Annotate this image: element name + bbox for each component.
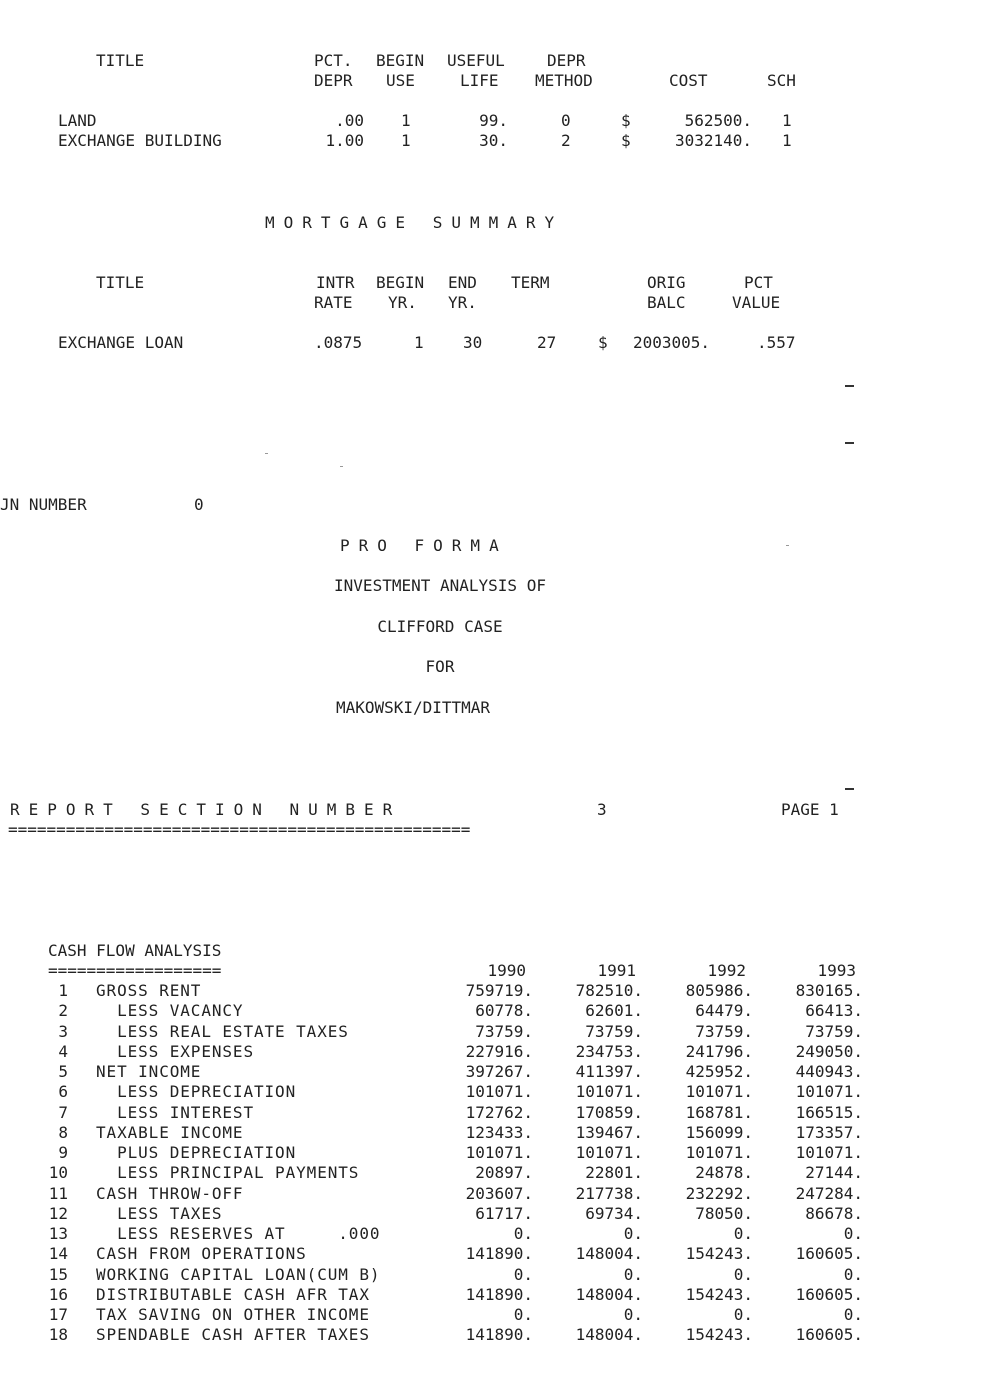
asset-row-method: 0 [561, 111, 571, 130]
cash-flow-value: 60778. [475, 1001, 533, 1020]
pro-forma-for: FOR [425, 657, 455, 676]
pro-forma-subtitle: INVESTMENT ANALYSIS OF [334, 576, 546, 595]
cash-flow-value: 0. [733, 1305, 753, 1324]
asset-header-depr2: DEPR [547, 51, 586, 70]
row-number: 17 [48, 1305, 68, 1324]
row-label: LESS DEPRECIATION [96, 1082, 297, 1101]
mortgage-header-value: VALUE [732, 293, 781, 312]
asset-row-sch: 1 [782, 111, 792, 130]
cash-flow-value: 101071. [685, 1143, 753, 1162]
cash-flow-value: 78050. [695, 1204, 753, 1223]
cash-flow-value: 154243. [685, 1285, 753, 1304]
mortgage-header-end-yr: YR. [448, 293, 477, 312]
cash-flow-value: 425952. [685, 1062, 753, 1081]
row-number: 10 [48, 1163, 68, 1182]
year-header: 1992 [707, 961, 746, 980]
row-label: LESS EXPENSES [96, 1042, 254, 1061]
row-label: CASH THROW-OFF [96, 1184, 244, 1203]
mortgage-row-currency: $ [598, 333, 608, 352]
row-number: 8 [58, 1123, 68, 1142]
asset-row-life: 30. [479, 131, 508, 150]
report-section-label: REPORT SECTION NUMBER [10, 800, 402, 819]
cash-flow-value: 73759. [585, 1022, 643, 1041]
mortgage-header-orig: ORIG [647, 273, 686, 292]
asset-header-cost: COST [669, 71, 708, 90]
cash-flow-value: 411397. [575, 1062, 643, 1081]
cash-flow-value: 0. [513, 1265, 533, 1284]
report-section-rule: ================================================ [8, 820, 471, 839]
row-number: 2 [58, 1001, 68, 1020]
cash-flow-value: 22801. [585, 1163, 643, 1182]
cash-flow-value: 0. [733, 1224, 753, 1243]
cash-flow-value: 830165. [795, 981, 863, 1000]
cash-flow-value: 249050. [795, 1042, 863, 1061]
asset-row-title: LAND [58, 111, 97, 130]
cash-flow-value: 0. [513, 1305, 533, 1324]
cash-flow-value: 397267. [465, 1062, 533, 1081]
cash-flow-value: 86678. [805, 1204, 863, 1223]
cash-flow-value: 73759. [805, 1022, 863, 1041]
cash-flow-value: 101071. [795, 1143, 863, 1162]
cash-flow-value: 0. [843, 1265, 863, 1284]
cash-flow-title-rule: ================== [48, 961, 222, 980]
run-number-value: 0 [194, 495, 204, 514]
cash-flow-value: 154243. [685, 1244, 753, 1263]
printer-mark [786, 545, 789, 546]
mortgage-row-pct-value: .557 [757, 333, 796, 352]
row-label: NET INCOME [96, 1062, 202, 1081]
year-header: 1990 [487, 961, 526, 980]
cash-flow-value: 141890. [465, 1244, 533, 1263]
mortgage-row-orig-balance: 2003005. [633, 333, 711, 352]
cash-flow-value: 0. [623, 1224, 643, 1243]
row-label: LESS TAXES [96, 1204, 223, 1223]
row-label: PLUS DEPRECIATION [96, 1143, 297, 1162]
cash-flow-value: 0. [623, 1305, 643, 1324]
cash-flow-value: 148004. [575, 1244, 643, 1263]
row-label: LESS REAL ESTATE TAXES [96, 1022, 349, 1041]
row-number: 12 [48, 1204, 68, 1223]
row-number: 11 [48, 1184, 68, 1203]
printer-mark [845, 385, 854, 387]
mortgage-row-begin: 1 [414, 333, 424, 352]
run-number-label: JN NUMBER [0, 495, 87, 514]
cash-flow-value: 0. [513, 1224, 533, 1243]
cash-flow-value: 440943. [795, 1062, 863, 1081]
cash-flow-value: 61717. [475, 1204, 533, 1223]
cash-flow-title: CASH FLOW ANALYSIS [48, 941, 222, 960]
row-label: LESS VACANCY [96, 1001, 244, 1020]
asset-header-pct: PCT. [314, 51, 353, 70]
cash-flow-value: 203607. [465, 1184, 533, 1203]
row-number: 6 [58, 1082, 68, 1101]
asset-row-life: 99. [479, 111, 508, 130]
cash-flow-value: 782510. [575, 981, 643, 1000]
cash-flow-value: 101071. [575, 1082, 643, 1101]
mortgage-header-intr: INTR [316, 273, 355, 292]
cash-flow-value: 141890. [465, 1325, 533, 1344]
cash-flow-value: 27144. [805, 1163, 863, 1182]
cash-flow-value: 62601. [585, 1001, 643, 1020]
cash-flow-value: 234753. [575, 1042, 643, 1061]
row-number: 15 [48, 1265, 68, 1284]
mortgage-row-end: 30 [463, 333, 483, 352]
row-number: 9 [58, 1143, 68, 1162]
asset-header-use: USE [386, 71, 415, 90]
row-number: 4 [58, 1042, 68, 1061]
printer-mark [845, 788, 854, 790]
asset-header-sch: SCH [767, 71, 796, 90]
row-number: 1 [58, 981, 68, 1000]
row-number: 16 [48, 1285, 68, 1304]
cash-flow-value: 160605. [795, 1325, 863, 1344]
cash-flow-value: 148004. [575, 1325, 643, 1344]
cash-flow-value: 154243. [685, 1325, 753, 1344]
cash-flow-value: 69734. [585, 1204, 643, 1223]
cash-flow-value: 805986. [685, 981, 753, 1000]
asset-header-method: METHOD [535, 71, 593, 90]
cash-flow-value: 160605. [795, 1285, 863, 1304]
printer-mark [265, 453, 268, 454]
printer-mark [340, 466, 343, 467]
asset-row-currency: $ [621, 111, 631, 130]
row-label: TAX SAVING ON OTHER INCOME [96, 1305, 370, 1324]
report-section-number: 3 [597, 800, 607, 819]
page-number: PAGE 1 [781, 800, 839, 819]
cash-flow-value: 20897. [475, 1163, 533, 1182]
cash-flow-value: 73759. [475, 1022, 533, 1041]
cash-flow-value: 101071. [465, 1082, 533, 1101]
asset-row-title: EXCHANGE BUILDING [58, 131, 222, 150]
asset-header-depr: DEPR [314, 71, 353, 90]
row-label: DISTRIBUTABLE CASH AFR TAX [96, 1285, 370, 1304]
cash-flow-value: 139467. [575, 1123, 643, 1142]
row-number: 7 [58, 1103, 68, 1122]
cash-flow-value: 156099. [685, 1123, 753, 1142]
row-label: TAXABLE INCOME [96, 1123, 244, 1142]
asset-row-pct: .00 [335, 111, 364, 130]
cash-flow-value: 232292. [685, 1184, 753, 1203]
cash-flow-value: 66413. [805, 1001, 863, 1020]
row-number: 3 [58, 1022, 68, 1041]
cash-flow-value: 101071. [685, 1082, 753, 1101]
mortgage-header-balc: BALC [647, 293, 686, 312]
asset-header-useful: USEFUL [447, 51, 505, 70]
cash-flow-value: 0. [843, 1305, 863, 1324]
cash-flow-value: 0. [843, 1224, 863, 1243]
row-label: SPENDABLE CASH AFTER TAXES [96, 1325, 370, 1344]
year-header: 1991 [597, 961, 636, 980]
asset-row-begin: 1 [401, 111, 411, 130]
cash-flow-value: 227916. [465, 1042, 533, 1061]
cash-flow-value: 0. [623, 1265, 643, 1284]
row-number: 18 [48, 1325, 68, 1344]
row-number: 14 [48, 1244, 68, 1263]
mortgage-heading: MORTGAGE SUMMARY [265, 213, 564, 232]
cash-flow-value: 101071. [795, 1082, 863, 1101]
asset-header-life: LIFE [460, 71, 499, 90]
cash-flow-value: 160605. [795, 1244, 863, 1263]
mortgage-header-pct: PCT [744, 273, 773, 292]
mortgage-row-rate: .0875 [314, 333, 363, 352]
asset-row-method: 2 [561, 131, 571, 150]
cash-flow-value: 101071. [575, 1143, 643, 1162]
cash-flow-value: 101071. [465, 1143, 533, 1162]
row-label: GROSS RENT [96, 981, 202, 1000]
asset-row-cost: 3032140. [674, 131, 752, 150]
mortgage-header-begin-yr: YR. [388, 293, 417, 312]
cash-flow-value: 123433. [465, 1123, 533, 1142]
cash-flow-value: 172762. [465, 1103, 533, 1122]
cash-flow-value: 170859. [575, 1103, 643, 1122]
asset-row-pct: 1.00 [325, 131, 364, 150]
row-label: WORKING CAPITAL LOAN(CUM B) [96, 1265, 381, 1284]
mortgage-header-end: END [448, 273, 477, 292]
asset-row-cost: 562500. [684, 111, 752, 130]
mortgage-header-title: TITLE [96, 273, 145, 292]
asset-row-sch: 1 [782, 131, 792, 150]
cash-flow-value: 168781. [685, 1103, 753, 1122]
cash-flow-value: 24878. [695, 1163, 753, 1182]
cash-flow-value: 64479. [695, 1001, 753, 1020]
cash-flow-value: 141890. [465, 1285, 533, 1304]
asset-header-title: TITLE [96, 51, 145, 70]
row-number: 13 [48, 1224, 68, 1243]
row-number: 5 [58, 1062, 68, 1081]
mortgage-header-rate: RATE [314, 293, 353, 312]
row-label: LESS INTEREST [96, 1103, 254, 1122]
row-label: LESS PRINCIPAL PAYMENTS [96, 1163, 360, 1182]
row-label: LESS RESERVES AT .000 [96, 1224, 381, 1243]
mortgage-row-term: 27 [537, 333, 557, 352]
cash-flow-value: 217738. [575, 1184, 643, 1203]
cash-flow-value: 173357. [795, 1123, 863, 1142]
printer-mark [845, 442, 854, 444]
mortgage-header-begin: BEGIN [376, 273, 425, 292]
cash-flow-value: 759719. [465, 981, 533, 1000]
mortgage-row-title: EXCHANGE LOAN [58, 333, 184, 352]
year-header: 1993 [817, 961, 856, 980]
asset-row-currency: $ [621, 131, 631, 150]
pro-forma-prepared-for: MAKOWSKI/DITTMAR [335, 698, 491, 717]
mortgage-header-term: TERM [511, 273, 550, 292]
asset-row-begin: 1 [401, 131, 411, 150]
cash-flow-value: 73759. [695, 1022, 753, 1041]
pro-forma-title: PRO FORMA [340, 536, 508, 555]
pro-forma-client: CLIFFORD CASE [377, 617, 503, 636]
cash-flow-value: 247284. [795, 1184, 863, 1203]
cash-flow-value: 166515. [795, 1103, 863, 1122]
cash-flow-value: 0. [733, 1265, 753, 1284]
asset-header-begin: BEGIN [376, 51, 425, 70]
cash-flow-value: 148004. [575, 1285, 643, 1304]
row-label: CASH FROM OPERATIONS [96, 1244, 307, 1263]
cash-flow-value: 241796. [685, 1042, 753, 1061]
